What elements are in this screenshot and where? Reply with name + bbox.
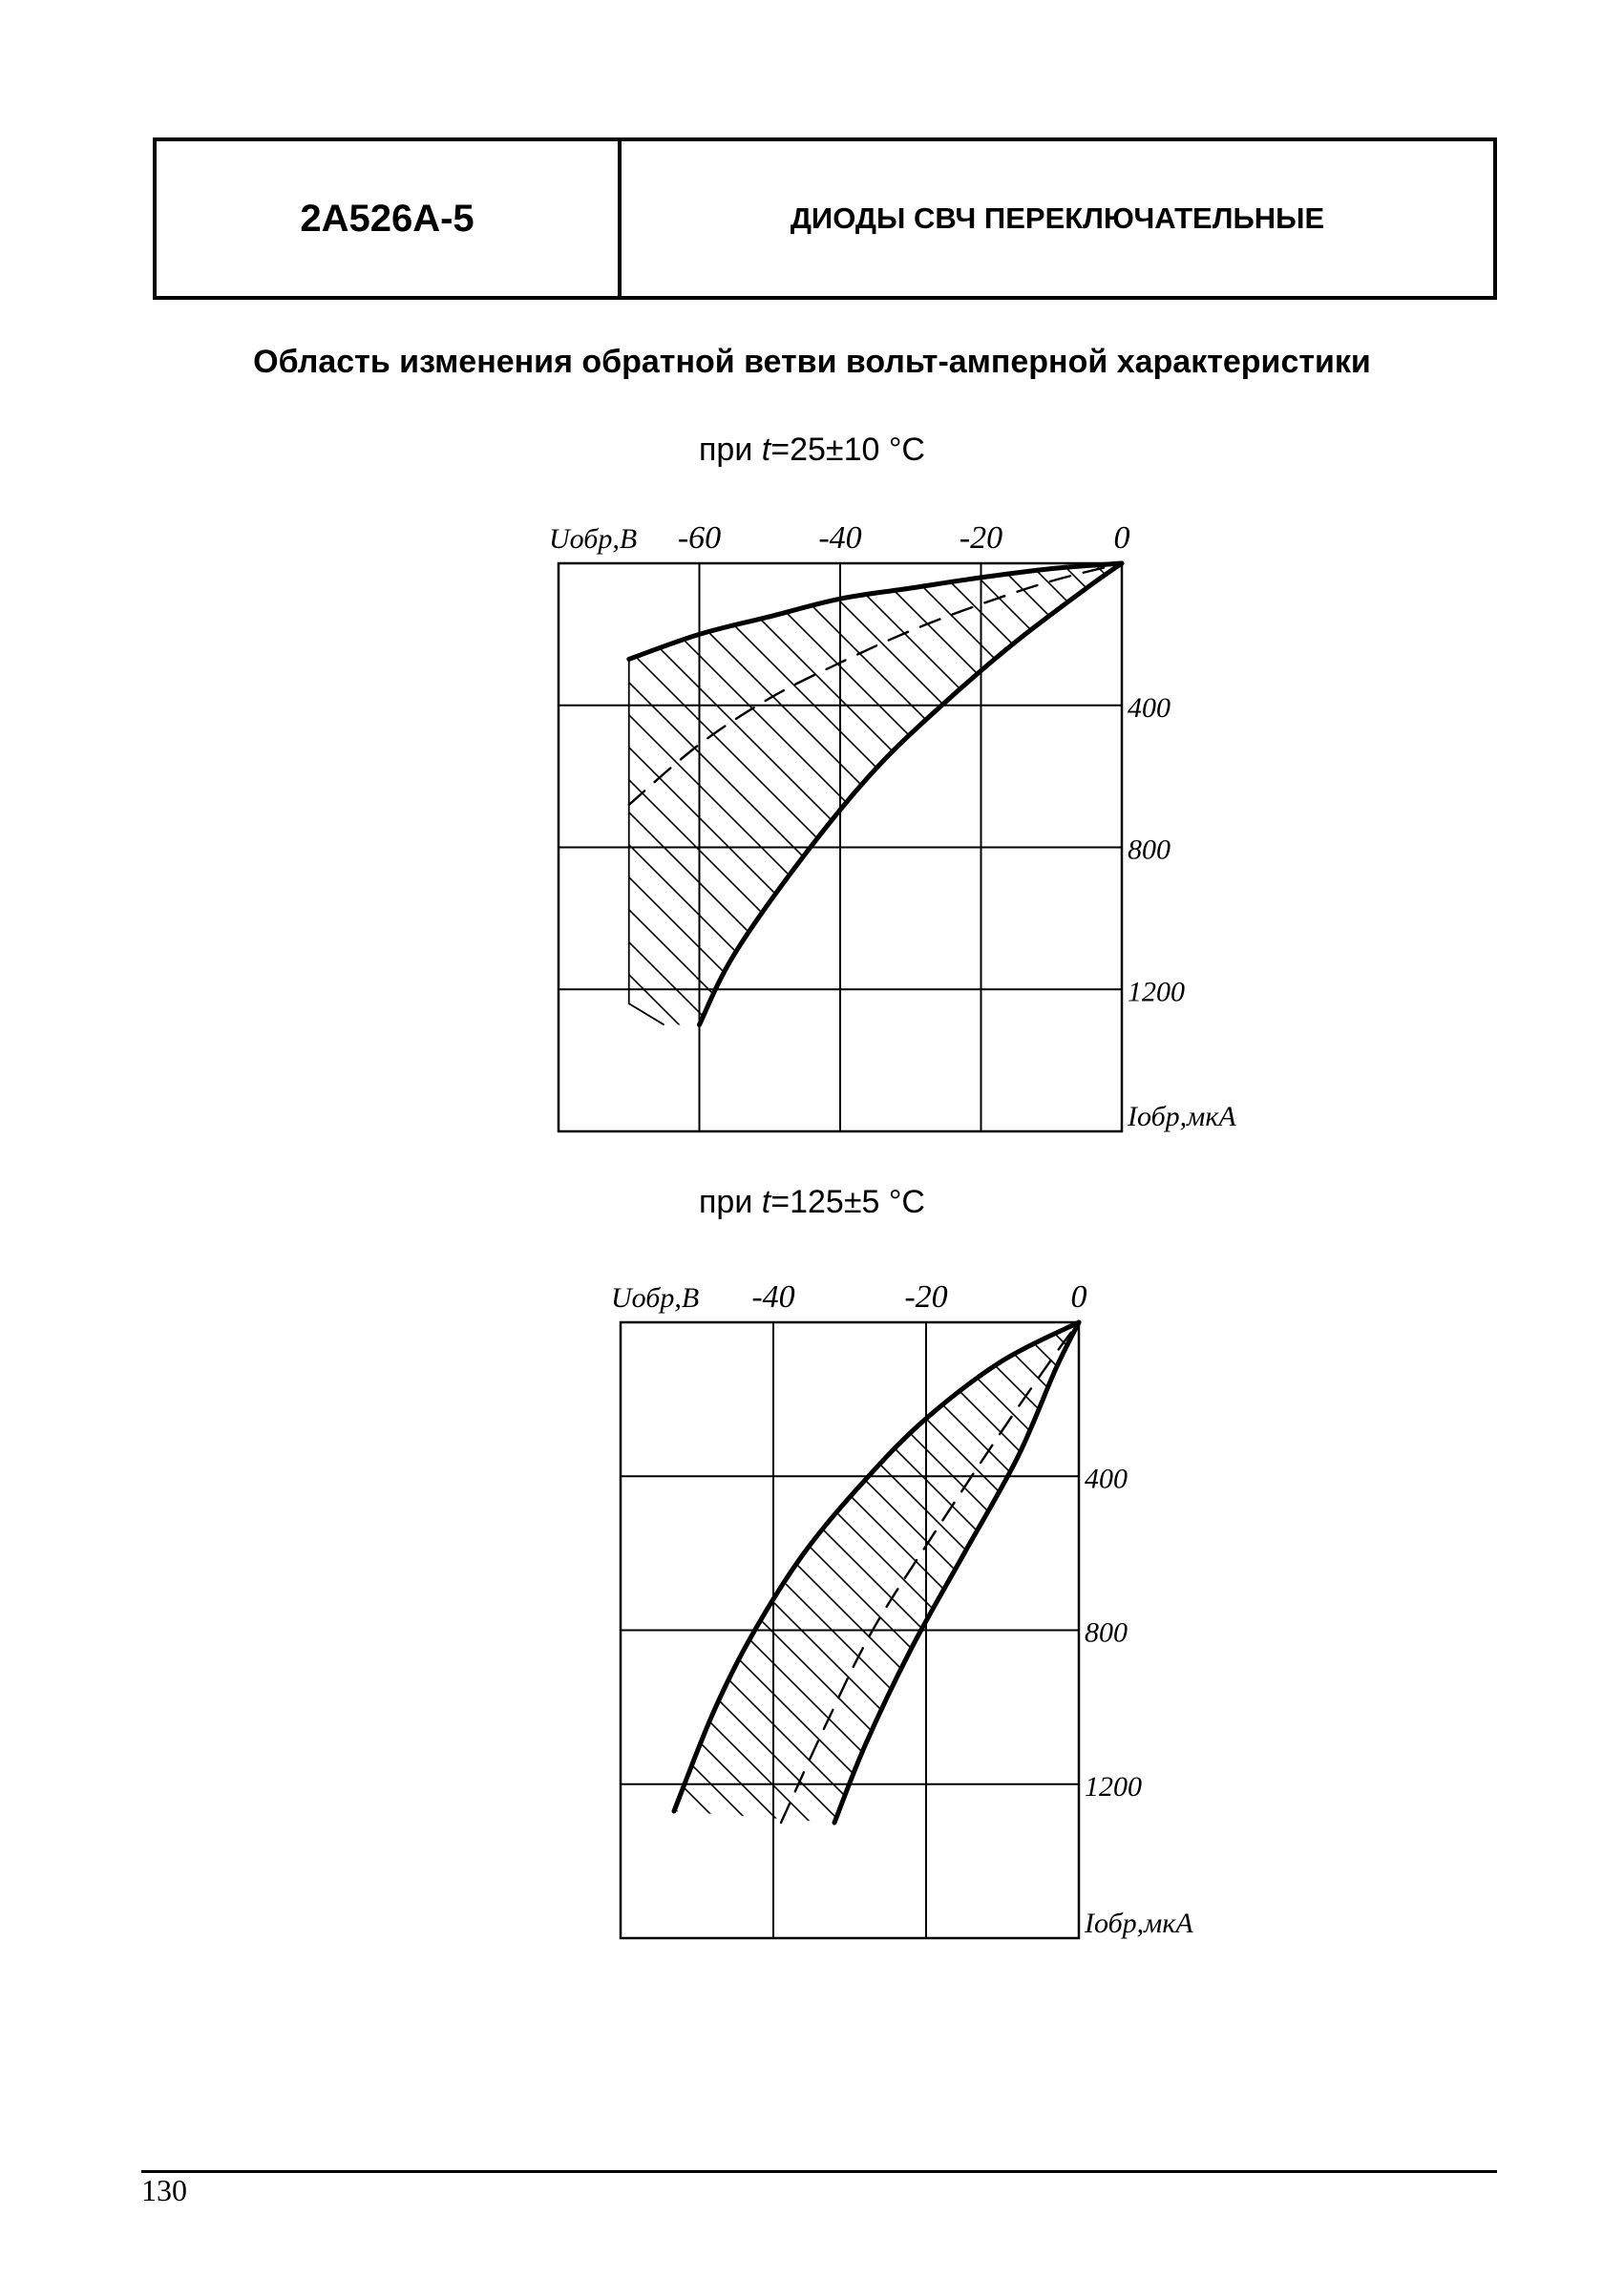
y-tick-label: 1200 (1128, 976, 1185, 1008)
x-tick-label: -20 (959, 520, 1003, 556)
boundary-curve-upper (629, 563, 1122, 659)
hatch-line (1321, 563, 1624, 1131)
hatch-line (1159, 563, 1624, 1131)
hatch-line (1227, 1322, 1624, 1938)
hatch-line (1318, 1322, 1624, 1938)
hatch-line (1192, 563, 1624, 1131)
x-axis-label: Uобр,В (549, 523, 638, 555)
hatch-line (1419, 563, 1624, 1131)
hatch-line (1380, 1322, 1624, 1938)
hatch-line (1289, 563, 1624, 1131)
condition-prefix: при (699, 432, 762, 468)
condition-value: =125±5 °C (770, 1184, 925, 1220)
x-tick-label: -40 (818, 520, 862, 556)
hatch-line (1410, 1322, 1624, 1938)
hatch-line (5, 1322, 621, 1938)
hatch-line (1484, 563, 1624, 1131)
condition-prefix: при (699, 1184, 762, 1220)
hatch-line (1166, 1322, 1624, 1938)
hatch-line (55, 563, 623, 1131)
section-title: Область изменения обратной ветви вольт-амперной характеристики (253, 344, 1371, 380)
hatch-line (1224, 563, 1624, 1131)
typical-curve-dashed (781, 1322, 1079, 1823)
hatch-line (1451, 563, 1624, 1131)
hatch-line (1516, 563, 1624, 1131)
hatch-line (1196, 1322, 1624, 1938)
hatch-line (1074, 1322, 1624, 1938)
header-title: ДИОДЫ СВЧ ПЕРЕКЛЮЧАТЕЛЬНЫЕ (790, 201, 1325, 235)
page-number: 130 (141, 2173, 187, 2207)
hatch-line (1386, 563, 1624, 1131)
hatch-line (1532, 1322, 1624, 1938)
x-tick-label: -60 (677, 520, 722, 556)
hatch-line (35, 1322, 651, 1938)
hatch-line (1502, 1322, 1624, 1938)
hatch-line (1354, 563, 1624, 1131)
hatch-line (1471, 1322, 1624, 1938)
y-tick-label: 400 (1085, 1463, 1128, 1495)
hatch-line (1256, 563, 1624, 1131)
part-number: 2А526А-5 (300, 197, 475, 240)
hatch-line (1288, 1322, 1624, 1938)
hatch-line (1257, 1322, 1624, 1938)
y-axis-label: Iобр,мкА (1085, 1908, 1193, 1939)
x-tick-label: -40 (751, 1279, 795, 1315)
hatch-line (1349, 1322, 1624, 1938)
hatch-line (1105, 1322, 1624, 1938)
x-tick-label: -20 (904, 1279, 948, 1315)
hatch-line (1441, 1322, 1624, 1938)
y-tick-label: 800 (1128, 833, 1171, 866)
x-tick-label: 0 (1070, 1279, 1087, 1315)
y-tick-label: 1200 (1085, 1770, 1142, 1803)
iv-chart-125c (5, 1279, 1624, 1939)
boundary-curve-lower (834, 1322, 1079, 1823)
y-axis-label: Iобр,мкА (1128, 1101, 1236, 1132)
y-tick-label: 800 (1085, 1616, 1128, 1649)
y-tick-label: 400 (1128, 691, 1171, 724)
hatch-line (1094, 563, 1624, 1131)
hatch-line (0, 563, 559, 1131)
hatch-line (1135, 1322, 1624, 1938)
boundary-curve-upper (674, 1322, 1079, 1811)
hatch-line (1563, 1322, 1624, 1938)
boundary-curve-lower (700, 563, 1123, 1024)
condition-value: =25±10 °C (770, 432, 925, 468)
footer-rule (141, 2170, 1497, 2173)
condition-var: t (761, 1184, 771, 1220)
x-tick-label: 0 (1113, 520, 1130, 556)
x-axis-label: Uобр,В (611, 1282, 700, 1314)
hatch-line (1044, 1322, 1624, 1938)
hatch-line (23, 563, 591, 1131)
iv-chart-25c (0, 520, 1624, 1132)
hatch-line (1613, 563, 1624, 1131)
hatch-line (1581, 563, 1624, 1131)
hatch-line (1127, 563, 1624, 1131)
condition-var: t (761, 432, 771, 468)
hatch-line (1549, 563, 1624, 1131)
hatch-line (66, 1322, 682, 1938)
hatch-line (1593, 1322, 1624, 1938)
